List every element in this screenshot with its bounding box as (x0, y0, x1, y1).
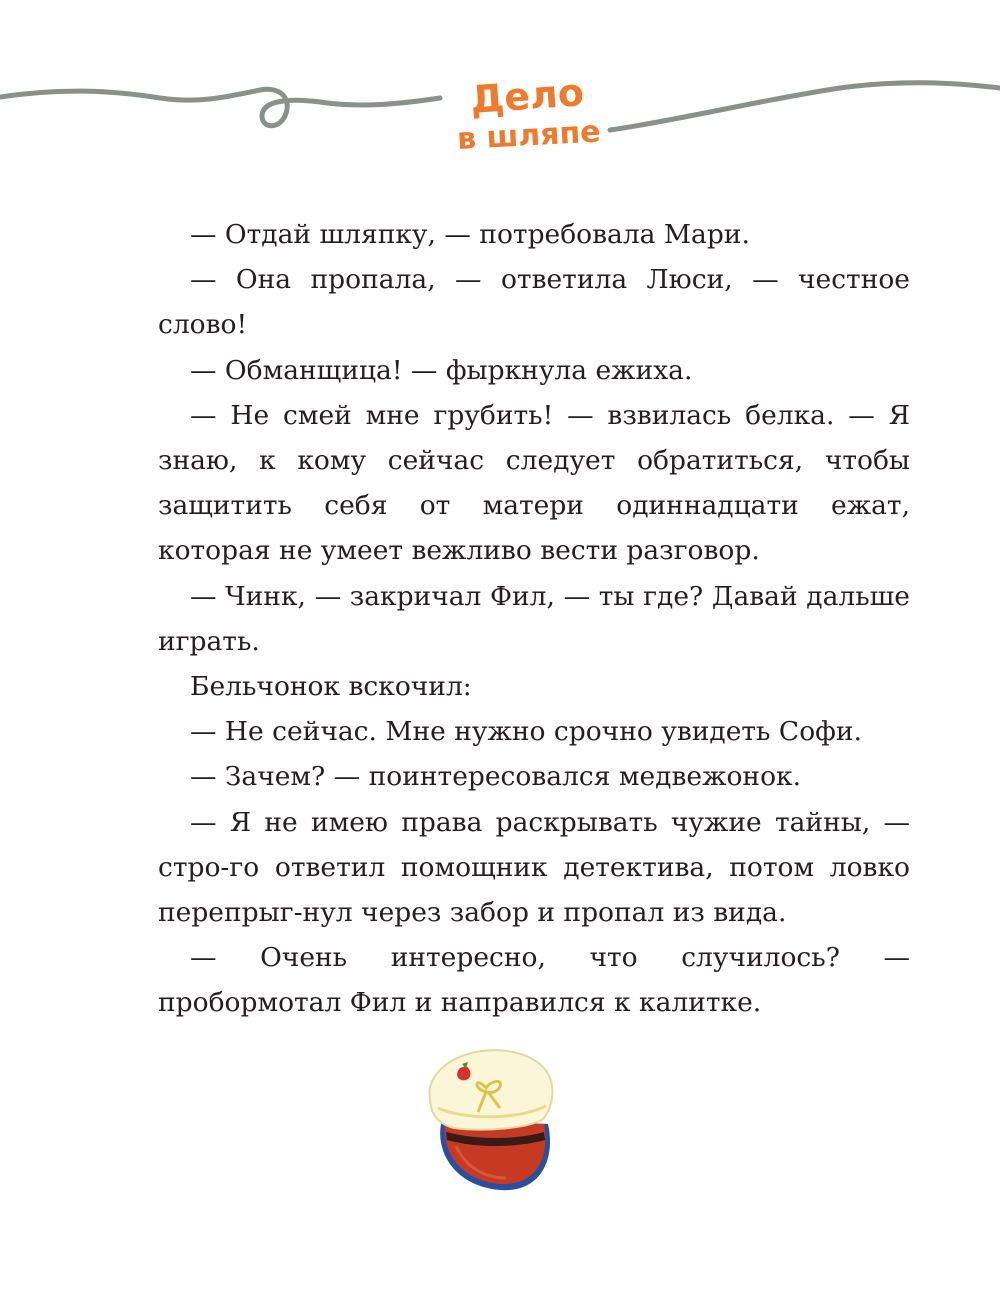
paragraph: — Она пропала, — ответила Люси, — честное слово! (158, 264, 910, 341)
paragraph: — Очень интересно, что случилось? — пробормотал Фил и направился к калитке. (158, 942, 910, 1019)
title-line-2: в шляпе (456, 114, 602, 157)
paragraph: — Не сейчас. Мне нужно срочно увидеть Софи. (190, 716, 862, 748)
paragraph: Бельчонок вскочил: (190, 671, 472, 703)
title-line-1: Дело (468, 70, 586, 122)
jam-jar-icon (416, 1028, 566, 1194)
book-title (448, 70, 608, 168)
paragraph: — Зачем? — поинтересовался медвежонок. (190, 761, 802, 793)
paragraph: — Обманщица! — фыркнула ежиха. (190, 354, 693, 386)
paragraph: — Я не имею права раскрывать чужие тайны, — стро-го ответил помощник детектива, потом ловко перепрыг-нул через забор и пропал из вида. (158, 806, 910, 929)
paragraph: — Не смей мне грубить! — взвилась белка. — Я знаю, к кому сейчас следует обратиться, чтобы защитить себя от матери одиннадцати ежат, которая не умеет вежливо вести разговор. (158, 399, 910, 567)
paragraph: — Чинк, — закричал Фил, — ты где? Давай дальше играть. (158, 580, 910, 657)
story-text (158, 212, 910, 1026)
paragraph: — Отдай шляпку, — потребовала Мари. (190, 219, 750, 250)
